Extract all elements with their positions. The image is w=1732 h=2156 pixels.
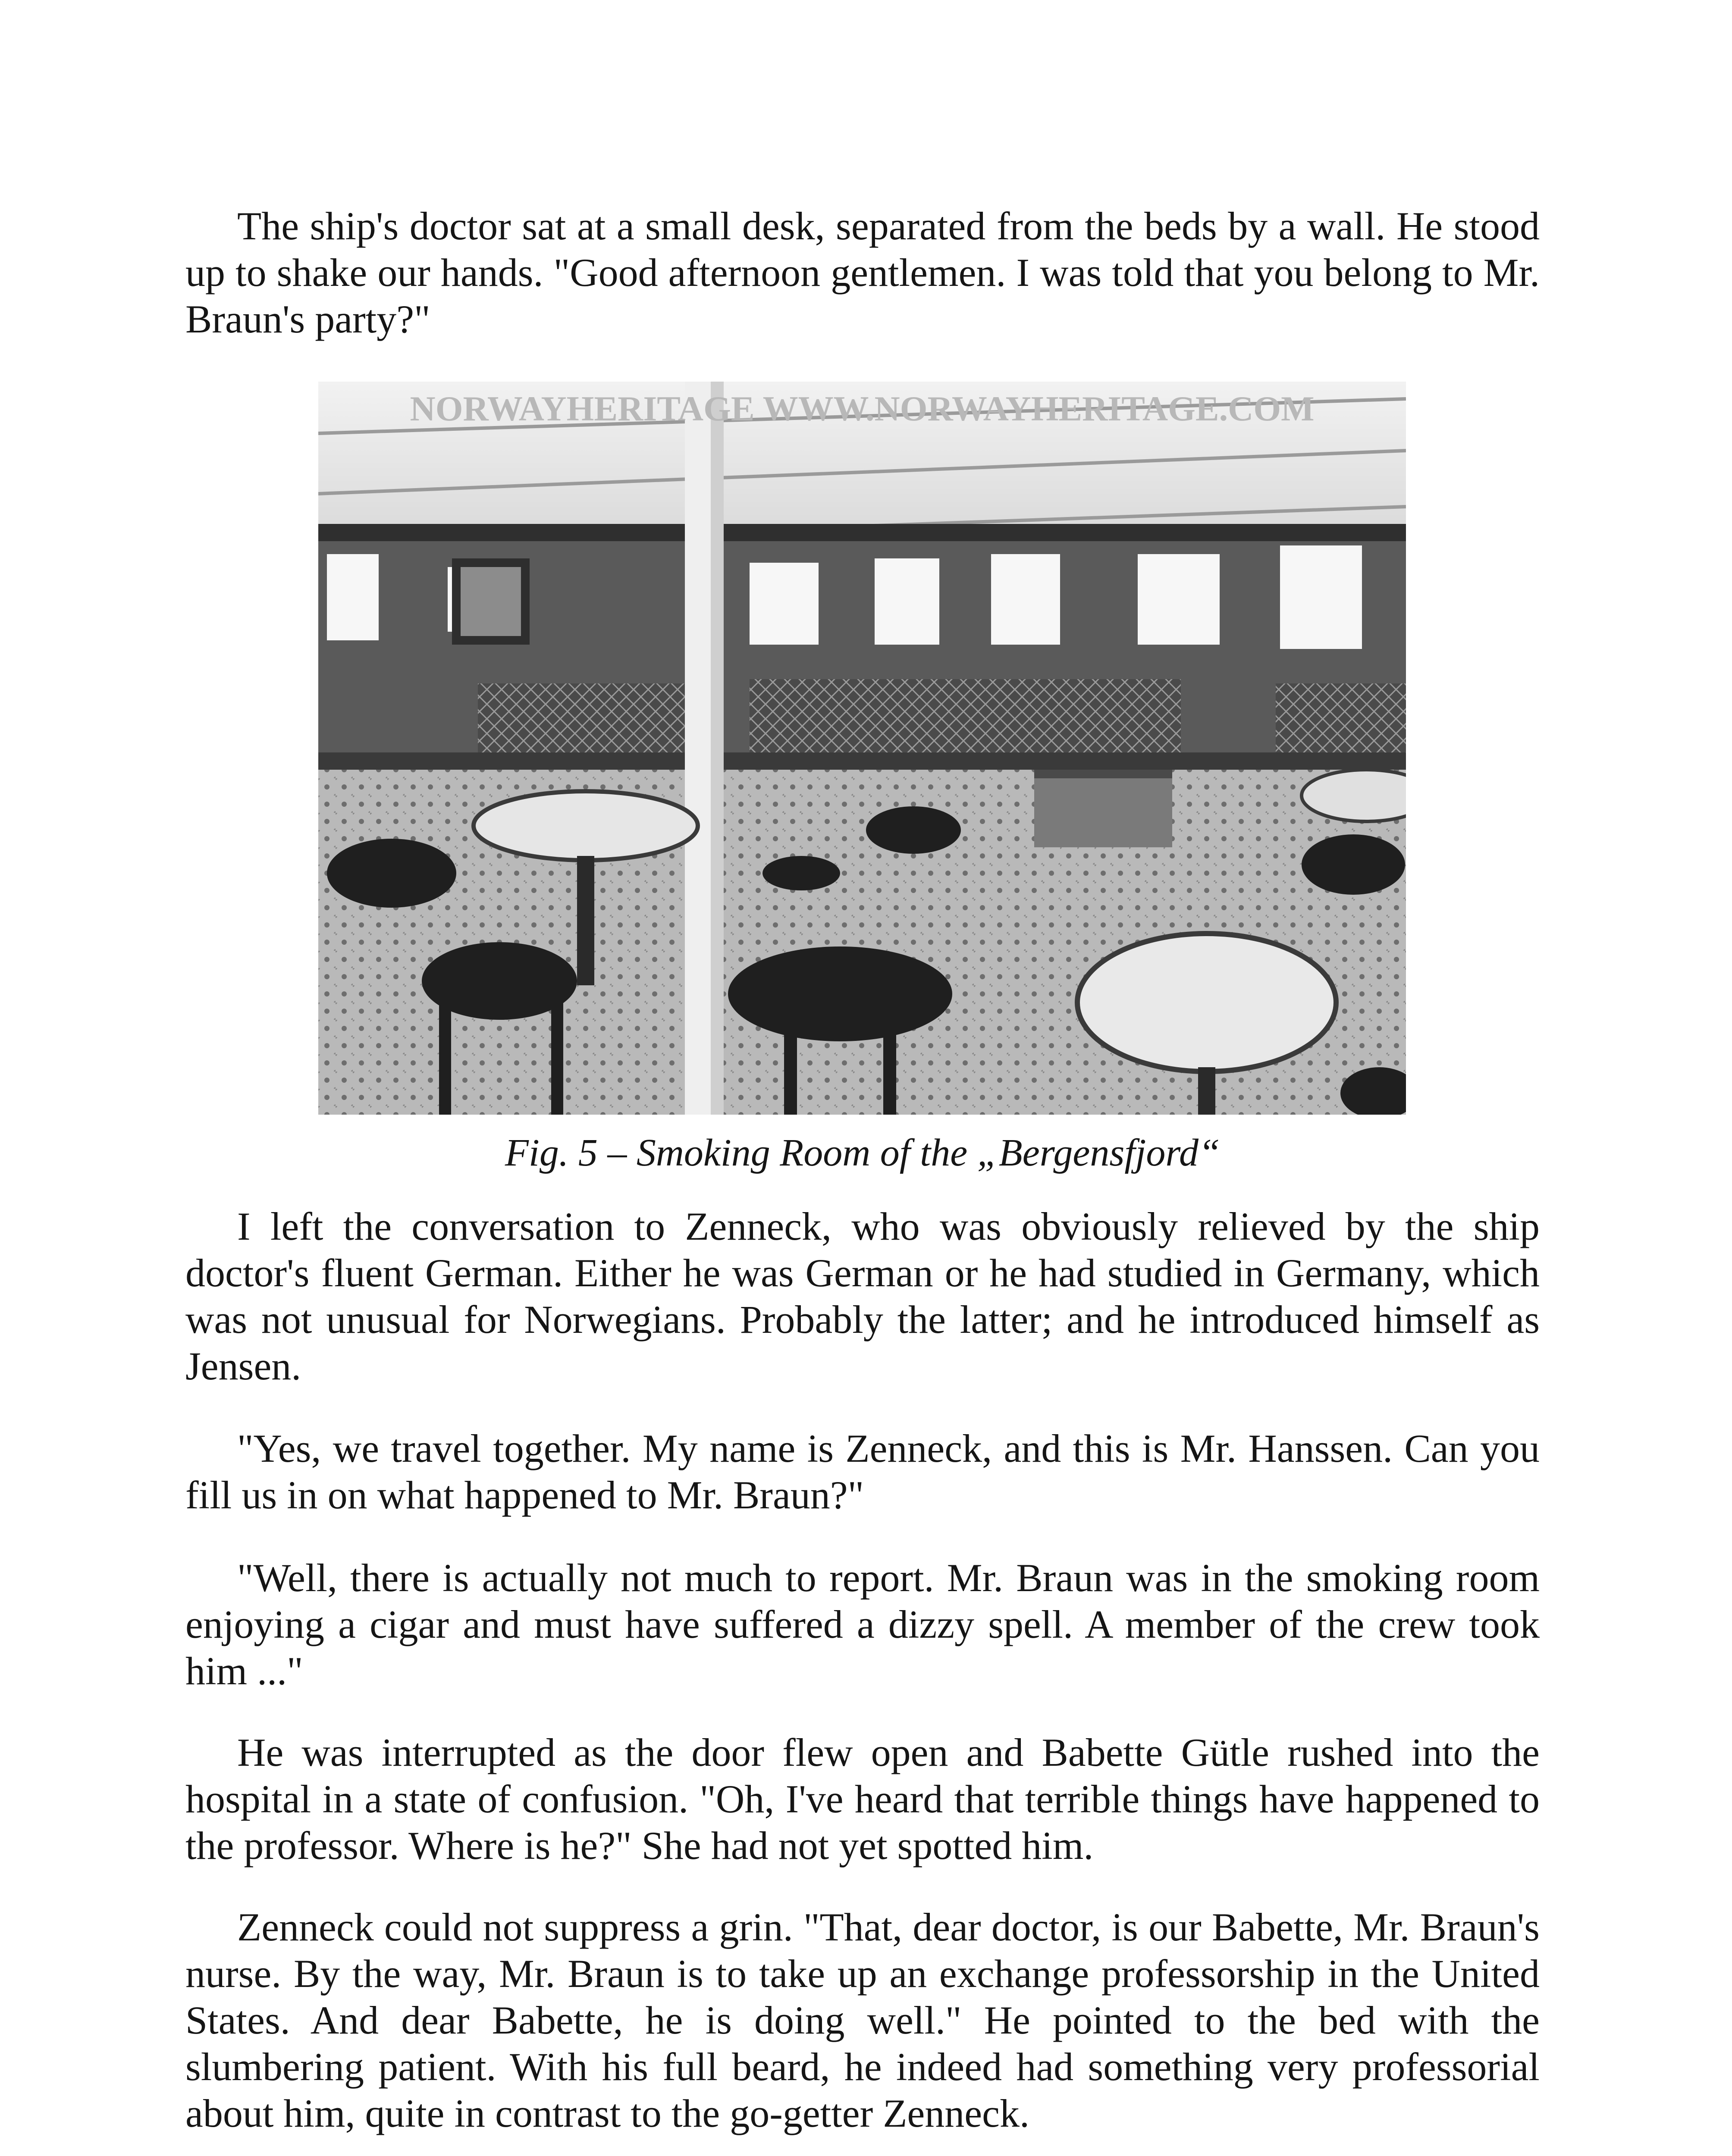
paragraph-1 — [185, 203, 1540, 342]
paragraph-text: He was interrupted as the door flew open and Babette Gütle rushed into the hospital in a state of confusion. "Oh, I've heard that terrible things have happened to the professor. Where is he?" She had not yet spotted him. — [185, 1730, 1540, 1868]
figure-caption: Fig. 5 – Smoking Room of the „Bergensfjord“ — [505, 1131, 1221, 1174]
paragraph-2 — [185, 1203, 1540, 1389]
paragraph-text: "Yes, we travel together. My name is Zenneck, and this is Mr. Hanssen. Can you fill us in on what happened to Mr. Braun?" — [185, 1426, 1540, 1517]
paragraph-6 — [185, 1904, 1540, 2137]
paragraph-5 — [185, 1729, 1540, 1869]
watermark-text: NORWAYHERITAGE WWW.NORWAYHERITAGE.COM — [410, 389, 1315, 428]
paragraph-text: Zenneck could not suppress a grin. "That, dear doctor, is our Babette, Mr. Braun's nurse. By the way, Mr. Braun is to take up an exchange professorship in the United States. And dear Babette, he is doing well." He pointed to the bed with the slumbering patient. With his full beard, he indeed had something very professorial about him, quite in contrast to the go-getter Zenneck. — [185, 1905, 1540, 2135]
photo-illustration — [318, 382, 1406, 1115]
paragraph-text: The ship's doctor sat at a small desk, separated from the beds by a wall. He stood up to shake our hands. "Good afternoon gentlemen. I was told that you belong to Mr. Braun's party?" — [185, 204, 1540, 341]
paragraph-3 — [185, 1425, 1540, 1518]
paragraph-text: I left the conversation to Zenneck, who was obviously relieved by the ship doctor's fluent German. Either he was German or he had studied in Germany, which was not unusual for Norwegians. Probably the latter; and he introduced himself as Jensen. — [185, 1204, 1540, 1388]
smoking-room-photo — [318, 382, 1406, 1115]
paragraph-4 — [185, 1554, 1540, 1694]
paragraph-text: "Well, there is actually not much to report. Mr. Braun was in the smoking room enjoying a cigar and must have suffered a dizzy spell. A member of the crew took him ..." — [185, 1556, 1540, 1693]
